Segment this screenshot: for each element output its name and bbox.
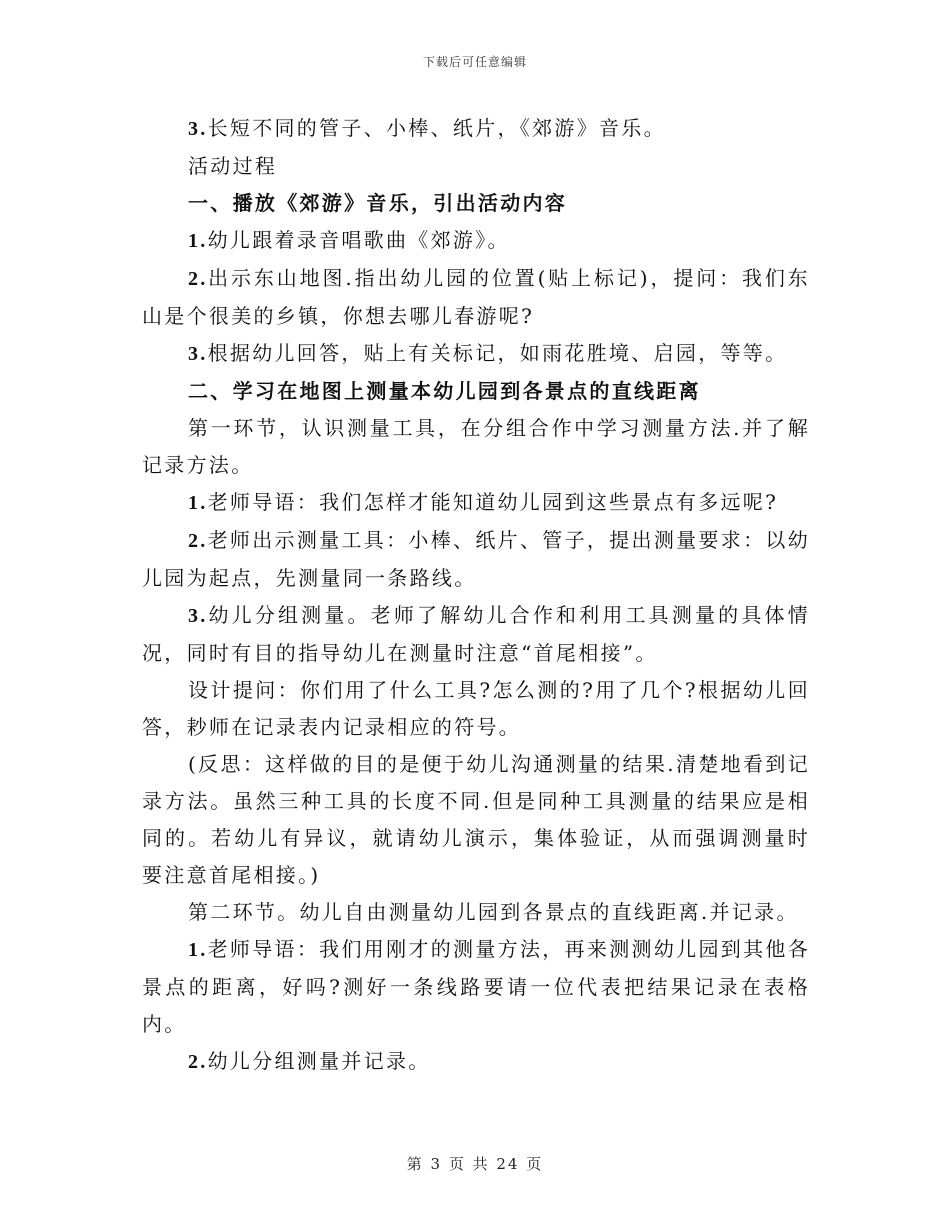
paragraph-stage-2: 第二环节。幼儿自由测量幼儿园到各景点的直线距离.并记录。 (188, 900, 799, 924)
list-item-stage1-1: 1.老师导语：我们怎样才能知道幼儿园到这些景点有多远呢? (188, 490, 779, 514)
page-header: 下载后可任意编辑 (422, 55, 527, 69)
page-number: 第 3 页 共 24 页 (406, 1155, 544, 1173)
list-item-step-2: 2.出示东山地图.指出幼儿园的位置(贴上标记)，提问：我们东山是个很美的乡镇，你想去哪儿春游呢? (142, 266, 810, 328)
paragraph-reflection: (反思：这样做的目的是便于幼儿沟通测量的结果.清楚地看到记录方法。虽然三种工具的长度不同.但是同种工具测量的结果应是相同的。若幼儿有异议，就请幼儿演示，集体验证，从而强调测量时要注意首尾相接。) (142, 752, 810, 887)
paragraph-stage-1: 第一环节，认识测量工具，在分组合作中学习测量方法.并了解记录方法。 (142, 416, 810, 477)
list-item-step-3: 3.根据幼儿回答，贴上有关标记，如雨花胜境、启园，等等。 (188, 341, 788, 365)
section-heading-1: 一、播放《郊游》音乐，引出活动内容 (188, 191, 568, 215)
section-label-activity-process: 活动过程 (188, 154, 278, 178)
list-item-stage2-2: 2.幼儿分组测量并记录。 (188, 1049, 431, 1073)
list-item-stage1-3: 3.幼儿分组测量。老师了解幼儿合作和利用工具测量的具体情况，同时有目的指导幼儿在测量时注意“首尾相接”。 (142, 603, 810, 665)
list-item-materials-3: 3.长短不同的管子、小棒、纸片，《郊游》音乐。 (188, 116, 666, 140)
paragraph-design-question: 设计提问：你们用了什么工具?怎么测的?用了几个?根据幼儿回答，耖师在记录表内记录相应的符号。 (142, 678, 810, 739)
list-item-step-1: 1.幼儿跟着录音唱歌曲《郊游》。 (188, 228, 510, 252)
list-item-stage2-1: 1.老师导语：我们用刚才的测量方法，再来测测幼儿园到其他各景点的距离，好吗?测好一条线路要请一位代表把结果记录在表格内。 (142, 937, 810, 1036)
list-item-stage1-2: 2.老师出示测量工具：小棒、纸片、管子，提出测量要求：以幼儿园为起点，先测量同一条路线。 (142, 528, 810, 590)
section-heading-2: 二、学习在地图上测量本幼儿园到各景点的直线距离 (188, 379, 701, 403)
document-body (142, 110, 810, 1081)
